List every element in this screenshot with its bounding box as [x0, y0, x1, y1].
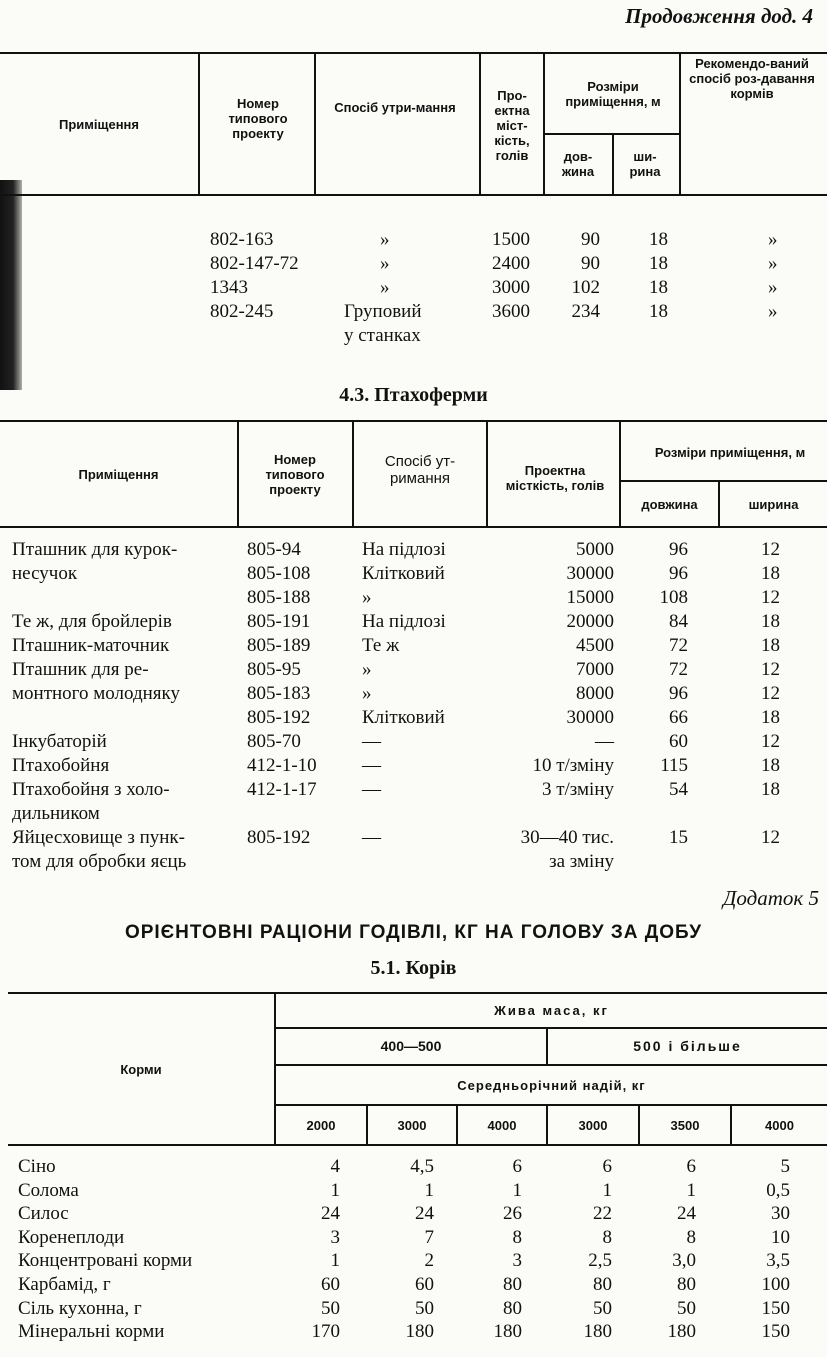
t3-cell-value: 24 [677, 1203, 696, 1225]
t3-header-col: 2000 [306, 1117, 336, 1133]
t3-header-col: 4000 [765, 1117, 794, 1133]
t2-cell-name: Пташник-маточник [12, 635, 170, 656]
t2-cell-name: Яйцесховище з пунк- [12, 827, 185, 848]
t3-cell-name: Коренеплоди [18, 1226, 125, 1248]
t3-header-yield: Середньорічний надій, кг [457, 1077, 646, 1093]
t2-cell-width: 18 [761, 755, 780, 776]
t2-cell-length: 66 [669, 707, 688, 728]
t2-cell-project: 805-189 [247, 635, 311, 656]
t2-cell-project: 805-70 [247, 731, 301, 752]
t3-cell-value: 8 [686, 1226, 696, 1248]
t2-cell-name: том для обробки яєць [12, 851, 187, 872]
t2-cell-project: 805-183 [247, 683, 311, 704]
t2-cell-method: На підлозі [362, 539, 446, 560]
t2-header-length: довжина [641, 496, 698, 512]
t2-cell-width: 12 [761, 539, 780, 560]
t2-cell-capacity: 10 т/зміну [532, 755, 614, 776]
t2-cell-width: 12 [761, 587, 780, 608]
section-title-poultry: 4.3. Птахоферми [339, 384, 488, 406]
t3-cell-value: 1 [512, 1179, 522, 1201]
t2-cell-length: 108 [659, 587, 688, 608]
t2-cell-project: 805-108 [247, 563, 311, 584]
t3-cell-value: 2 [424, 1250, 434, 1272]
t3-cell-value: 26 [503, 1203, 522, 1225]
t1-header-width: ши-рина [629, 149, 661, 179]
t2-header-premises: Приміщення [78, 466, 159, 482]
t1-header-premises: Приміщення [59, 116, 139, 132]
t2-cell-name: несучок [12, 563, 78, 584]
t2-cell-length: 15 [669, 827, 688, 848]
t3-cell-value: 60 [321, 1274, 340, 1295]
t3-cell-name: Сіль кухонна, г [18, 1297, 142, 1319]
t2-cell-length: 84 [669, 611, 688, 632]
t2-cell-capacity: 3 т/зміну [541, 779, 614, 800]
t3-cell-value: 6 [512, 1156, 522, 1177]
t2-cell-capacity: за зміну [549, 851, 614, 872]
t2-cell-length: 72 [669, 659, 688, 680]
t2-cell-method: — [362, 755, 381, 776]
t2-cell-width: 12 [761, 683, 780, 704]
t3-cell-value: 1 [686, 1179, 696, 1201]
t2-cell-capacity: 7000 [576, 659, 614, 680]
t3-cell-value: 1 [602, 1179, 612, 1201]
t2-cell-capacity: 15000 [566, 587, 614, 608]
t3-cell-name: Мінеральні корми [18, 1321, 165, 1343]
t3-cell-value: 24 [415, 1203, 434, 1225]
t3-header-col: 3000 [397, 1117, 427, 1133]
t2-cell-project: 805-192 [247, 707, 311, 728]
t2-cell-length: 96 [669, 539, 688, 560]
t2-cell-project: 805-95 [247, 659, 301, 680]
t2-cell-project: 805-191 [247, 611, 311, 632]
t2-cell-method: Клітковий [362, 563, 445, 584]
t3-cell-value: 3,0 [672, 1250, 696, 1272]
t3-cell-value: 180 [583, 1321, 612, 1343]
t3-cell-value: 5 [780, 1156, 790, 1177]
t2-cell-capacity: 8000 [576, 683, 614, 704]
t3-cell-value: 8 [602, 1226, 612, 1248]
section-title-cows: 5.1. Корів [370, 957, 457, 979]
t2-cell-width: 12 [761, 827, 780, 848]
t3-header-col: 3500 [670, 1117, 700, 1133]
t2-header-dimensions: Розміри приміщення, м [654, 444, 806, 460]
t3-cell-value: 50 [321, 1297, 340, 1319]
t3-cell-value: 180 [405, 1321, 434, 1343]
t2-cell-name: монтного молодняку [12, 683, 180, 704]
main-title: ОРІЄНТОВНІ РАЦІОНИ ГОДІВЛІ, КГ НА ГОЛОВУ ЗА ДОБУ [124, 922, 703, 943]
t1-header-dimensions: Розміри приміщення, м [565, 79, 661, 109]
t2-cell-project: 412-1-17 [247, 779, 317, 800]
t1-header-project-no: Номер типового проекту [228, 96, 288, 141]
t1-header-capacity: Про-ектна міст-кість, голів [494, 87, 530, 163]
t2-cell-width: 18 [761, 635, 780, 656]
t2-cell-width: 12 [761, 659, 780, 680]
t3-header-group1: 400—500 [380, 1038, 442, 1054]
t3-cell-value: 6 [602, 1156, 612, 1177]
t1-header-feeding: Рекомендо-ваний спосіб роз-давання кормів [689, 56, 815, 101]
t3-cell-value: 22 [593, 1203, 612, 1225]
t2-header-width: ширина [748, 496, 799, 512]
t2-cell-method: » [362, 659, 372, 680]
t3-header-col: 3000 [578, 1117, 608, 1133]
t3-cell-value: 100 [761, 1274, 790, 1295]
t2-cell-method: Те ж [362, 635, 400, 656]
t3-cell-value: 50 [415, 1297, 434, 1319]
t2-cell-capacity: 20000 [566, 611, 614, 632]
t2-cell-capacity: — [595, 731, 614, 752]
t3-header-feeds: Корми [120, 1061, 162, 1077]
t3-cell-value: 7 [424, 1226, 434, 1248]
t3-cell-value: 80 [503, 1297, 522, 1319]
t3-cell-value: 80 [503, 1274, 522, 1295]
t3-cell-value: 3 [512, 1250, 522, 1272]
t2-cell-name: Птахобойня [12, 755, 110, 776]
t2-cell-length: 96 [669, 683, 688, 704]
t3-cell-value: 8 [512, 1226, 522, 1248]
t3-header-live-weight: Жива маса, кг [494, 1003, 609, 1018]
t1-header-length: дов-жина [561, 149, 595, 179]
t2-cell-method: — [362, 779, 381, 800]
t3-cell-value: 50 [677, 1297, 696, 1319]
t3-cell-value: 1 [424, 1179, 434, 1201]
t2-cell-capacity: 5000 [576, 539, 614, 560]
t2-cell-method: — [362, 827, 381, 848]
t3-cell-value: 1 [330, 1179, 340, 1201]
t2-cell-length: 96 [669, 563, 688, 584]
t3-cell-value: 2,5 [588, 1250, 612, 1272]
t3-cell-value: 80 [593, 1274, 612, 1295]
t3-header-group2: 500 і більше [633, 1038, 742, 1054]
t3-cell-value: 1 [330, 1250, 340, 1272]
t2-cell-capacity: 30—40 тис. [520, 827, 614, 848]
t3-cell-name: Карбамід, г [18, 1274, 111, 1295]
t3-cell-value: 0,5 [766, 1179, 790, 1201]
t3-cell-value: 4 [330, 1156, 340, 1177]
t3-cell-value: 150 [761, 1321, 790, 1343]
t2-cell-length: 72 [669, 635, 688, 656]
t2-header-method: Спосіб ут-римання [384, 453, 456, 487]
t2-cell-width: 18 [761, 707, 780, 728]
t2-cell-method: — [362, 731, 381, 752]
t3-cell-name: Концентровані корми [18, 1250, 193, 1272]
t3-header-col: 4000 [487, 1117, 517, 1133]
t2-cell-name: Те ж, для бройлерів [12, 611, 172, 632]
t3-cell-value: 24 [321, 1203, 340, 1225]
t3-cell-value: 3 [330, 1226, 340, 1248]
t3-cell-value: 50 [593, 1297, 612, 1319]
t3-cell-value: 3,5 [766, 1250, 790, 1272]
scan-artifact [0, 180, 22, 390]
t2-cell-width: 12 [761, 731, 780, 752]
t3-cell-value: 180 [667, 1321, 696, 1343]
appendix-label: Додаток 5 [723, 886, 819, 910]
t3-cell-value: 10 [771, 1226, 790, 1248]
t2-cell-project: 412-1-10 [247, 755, 317, 776]
t2-cell-method: На підлозі [362, 611, 446, 632]
t2-cell-name: дильником [12, 803, 100, 824]
t2-cell-method: Клітковий [362, 707, 445, 728]
t2-cell-capacity: 30000 [566, 707, 614, 728]
t2-cell-name: Птахобойня з холо- [12, 779, 170, 800]
t2-header-capacity: Проектна місткість, голів [505, 463, 605, 493]
t2-cell-name: Інкубаторій [12, 731, 107, 752]
t2-cell-length: 115 [660, 755, 688, 776]
t3-cell-value: 150 [761, 1297, 790, 1319]
t2-cell-project: 805-188 [247, 587, 311, 608]
t3-cell-value: 30 [771, 1203, 790, 1225]
t3-cell-value: 60 [415, 1274, 434, 1295]
t3-cell-value: 4,5 [410, 1156, 434, 1177]
t3-cell-value: 6 [686, 1156, 696, 1177]
t2-cell-length: 60 [669, 731, 688, 752]
t3-cell-value: 180 [493, 1321, 522, 1343]
t2-cell-method: » [362, 683, 372, 704]
t2-cell-width: 18 [761, 779, 780, 800]
page-running-header: Продовження дод. 4 [625, 4, 813, 28]
t3-cell-name: Силос [18, 1203, 69, 1225]
t2-cell-name: Пташник для ре- [12, 659, 149, 680]
t2-header-project-no: Номер типового проекту [265, 451, 325, 497]
t2-cell-project: 805-192 [247, 827, 311, 848]
t2-cell-project: 805-94 [247, 539, 301, 560]
t3-cell-name: Солома [18, 1179, 79, 1201]
t2-cell-capacity: 30000 [566, 563, 614, 584]
t1-header-method: Спосіб утри-мання [334, 100, 456, 115]
t2-cell-method: » [362, 587, 372, 608]
t3-cell-value: 80 [677, 1274, 696, 1295]
t3-cell-name: Сіно [18, 1156, 56, 1177]
t2-cell-name: Пташник для курок- [12, 539, 178, 560]
t3-cell-value: 170 [311, 1321, 340, 1343]
t2-cell-length: 54 [669, 779, 688, 800]
t2-cell-width: 18 [761, 563, 780, 584]
t2-cell-width: 18 [761, 611, 780, 632]
t2-cell-capacity: 4500 [576, 635, 614, 656]
